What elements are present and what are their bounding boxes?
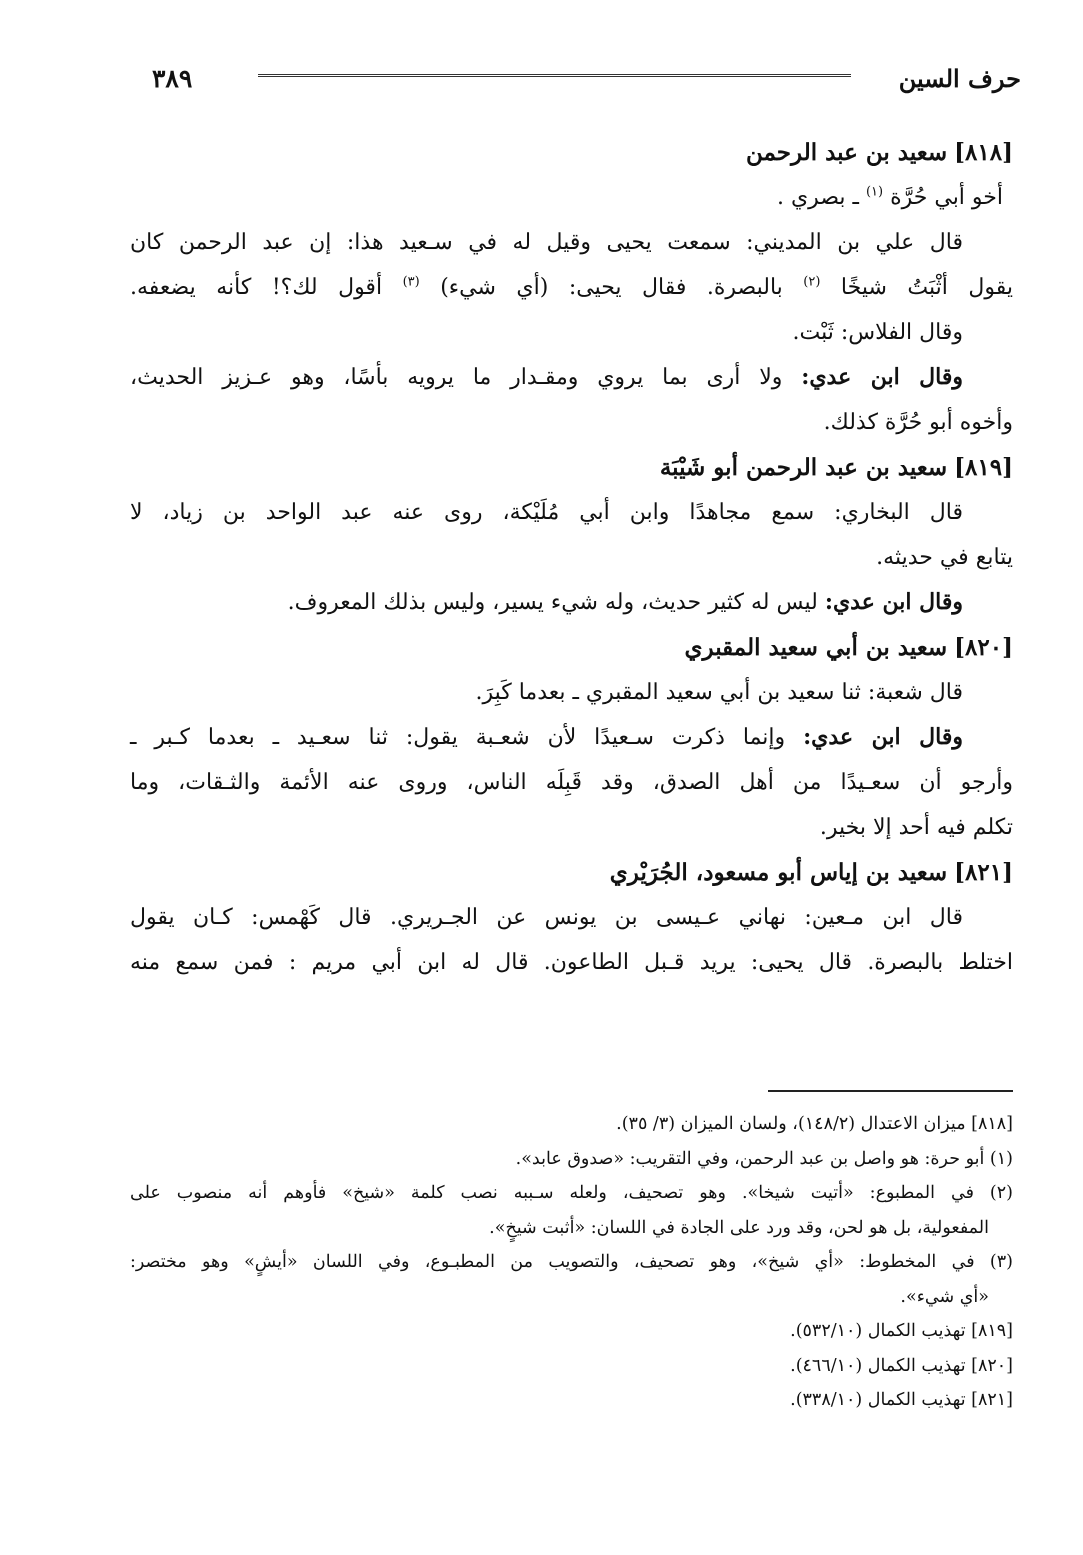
text-line (130, 940, 1013, 985)
speaker-label: وقال ابن عدي: (803, 724, 964, 750)
footnote-3-cont: «أي شيء». (900, 1286, 989, 1307)
entry-number: [٨١٨] (954, 139, 1013, 166)
entry-number: [٨٢٠] (954, 634, 1013, 661)
text-line (130, 490, 1013, 535)
entry-name: سعيد بن إياس أبو مسعود، الجُرَيْري (609, 859, 948, 886)
text-fragment: قال شعبة: ثنا سعيد بن أبي سعيد المقبري ـ بعدما كَبِرَ. (475, 680, 963, 705)
text-line (130, 895, 1013, 940)
entry-name: سعيد بن عبد الرحمن (745, 139, 948, 166)
text-fragment: يتابع في حديثه. (876, 545, 1013, 570)
footnote-source-820: [٨٢٠] تهذيب الكمال (٤٦٦/١٠). (790, 1355, 1013, 1376)
text-line (130, 265, 1013, 310)
text-fragment: يقول أثْبَتُ شيخًا (840, 275, 1013, 300)
entry-number: [٨١٩] (954, 454, 1013, 481)
text-fragment: وأخوه أبو حُرَّة كذلك. (823, 410, 1013, 435)
running-title: حرف السين (898, 64, 1021, 93)
footnote-3: (٣) في المخطوط: «أي شيخ»، وهو تصحيف، والتصويب من المطبـوع، وفي اللسان «أيشٍ» وهو مختصر: (130, 1252, 1013, 1272)
entry-heading-821 (130, 850, 1013, 895)
header-rule (258, 74, 851, 77)
footnote-2-cont: المفعولية، بل هو لحن، وقد ورد على الجادة في اللسان: «أثبت شيخٍ». (489, 1217, 989, 1238)
footnote-source-819: [٨١٩] تهذيب الكمال (٥٣٢/١٠). (790, 1321, 1013, 1341)
text-fragment: أقول لك؟! كأنه يضعفه. (130, 275, 383, 300)
entry-heading-818 (130, 130, 1013, 175)
text-line (130, 400, 1013, 445)
text-line (130, 670, 1013, 715)
text-line (130, 220, 1013, 265)
entry-heading-819 (130, 445, 1013, 490)
text-fragment: تكلم فيه أحد إلا بخير. (819, 815, 1013, 840)
footnote-2: (٢) في المطبوع: «أتيت شيخا». وهو تصحيف، ولعله سـببه نصب كلمة «شيخ» فأوهم أنه منصوب على (130, 1183, 1013, 1203)
page-number: ٣٨٩ (152, 64, 193, 93)
entry-name: سعيد بن عبد الرحمن أبو شَيْبَة (659, 454, 948, 481)
text-fragment: وإنما ذكرت سـعيدًا لأن شعـبة يقول: ثنا سعـيد ـ بعدما كـبر ـ (130, 725, 786, 750)
speaker-label: وقال ابن عدي: (801, 364, 963, 390)
footnote-1: (١) أبو حرة: هو واصل بن عبد الرحمن، وفي التقريب: «صدوق عابد». (515, 1148, 1013, 1169)
text-fragment: بالبصرة. فقال يحيى: (أي شيء) (440, 275, 783, 300)
footnote-ref: (١) (865, 184, 884, 200)
entry-heading-820 (130, 625, 1013, 670)
text-line (130, 355, 1013, 400)
text-fragment: قال البخاري: سمع مجاهدًا وابن أبي مُلَيْكة، روى عنه عبد الواحد بن زياد، لا (130, 500, 963, 525)
entry-name: سعيد بن أبي سعيد المقبري (684, 634, 948, 661)
text-fragment: ـ بصري . (776, 185, 859, 210)
speaker-label: وقال ابن عدي: (824, 589, 963, 615)
footnotes (130, 1107, 1013, 1418)
text-fragment: وأرجو أن سعـيدًا من أهل الصدق، وقد قَبِلَه الناس، وروى عنه الأئمة والثـقات، وما (130, 770, 1013, 795)
running-header (140, 58, 1021, 98)
text-line (130, 535, 1013, 580)
entry-number: [٨٢١] (954, 859, 1013, 886)
text-line (130, 175, 1013, 220)
footnote-source-821: [٨٢١] تهذيب الكمال (٣٣٨/١٠). (790, 1390, 1013, 1410)
text-fragment: ولا أرى بما يروي ومقـدار ما يرويه بأسًا، وهو عـزيز الحديث، (130, 365, 783, 390)
text-fragment: قال ابن مـعين: نهاني عـيسى بن يونس عن الجـريري. قال كَهْمس: كـان يقول (130, 905, 963, 930)
text-fragment: ليس له كثير حديث، وله شيء يسير، وليس بذلك المعروف. (287, 590, 818, 615)
text-fragment: قال علي بن المديني: سمعت يحيى وقيل له في سـعيد هذا: إن عبد الرحمن كان (130, 230, 963, 255)
text-line (130, 715, 1013, 760)
text-line (130, 580, 1013, 625)
text-line (130, 310, 1013, 355)
text-line (130, 760, 1013, 805)
text-fragment: وقال الفلاس: ثَبْت. (792, 320, 963, 345)
footnote-separator (768, 1090, 1013, 1092)
footnote-ref: (٢) (803, 274, 821, 290)
footnote-ref: (٣) (402, 274, 420, 290)
main-text (130, 130, 1013, 985)
text-fragment: اختلط بالبصرة. قال يحيى: يريد قـبل الطاعون. قال له ابن أبي مريم : فمن سمع منه (130, 950, 1013, 975)
text-line (130, 805, 1013, 850)
text-fragment: أخو أبي حُرَّة (890, 185, 1003, 210)
footnote-source-818: [٨١٨] ميزان الاعتدال (١٤٨/٢)، ولسان الميزان (٣/ ٣٥). (616, 1114, 1013, 1134)
